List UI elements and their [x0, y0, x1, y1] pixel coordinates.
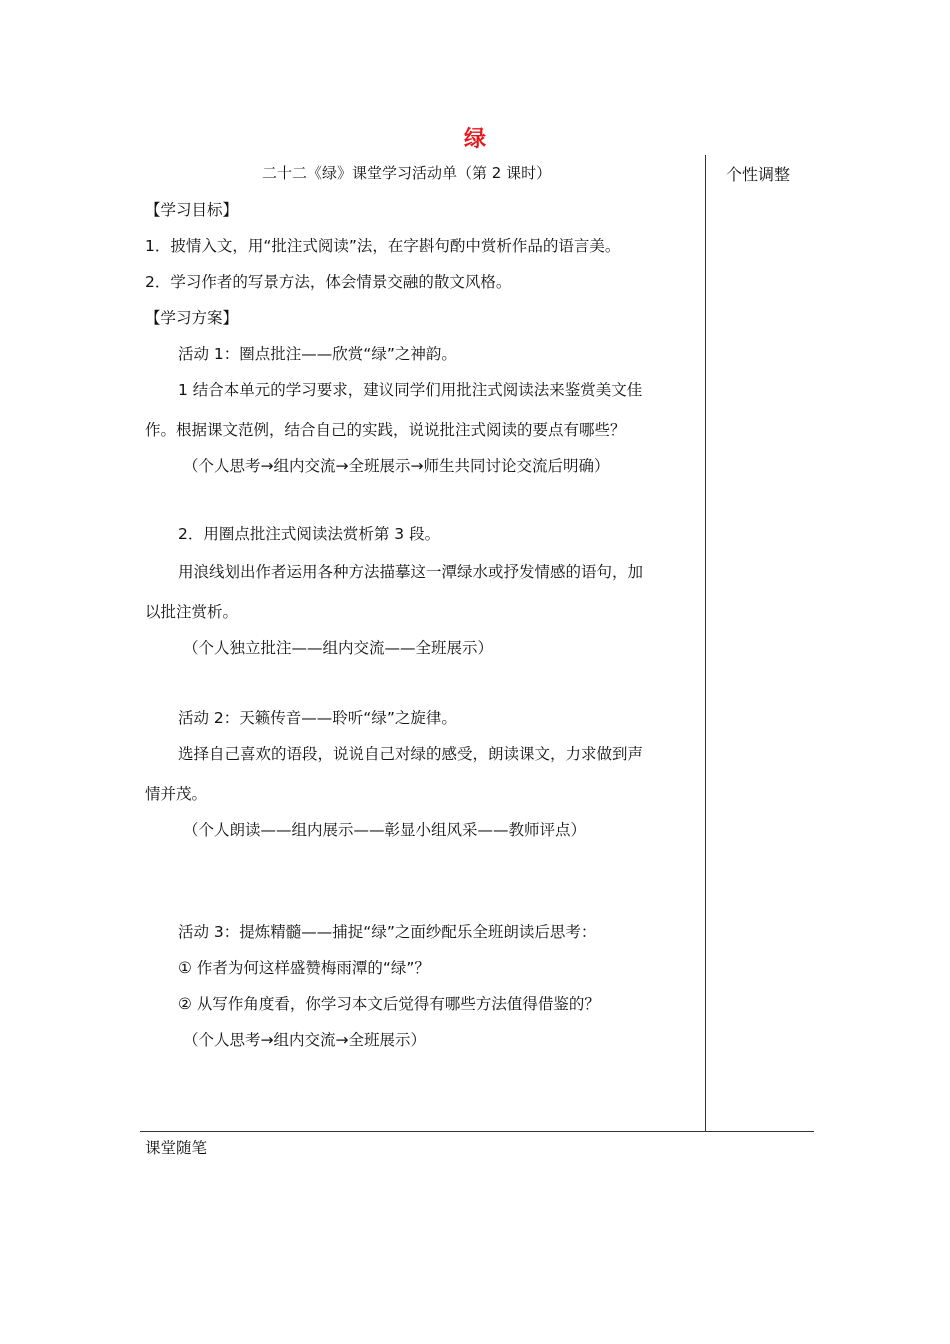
activity-2-process: （个人朗读——组内展示——彰显小组风采——教师评点） — [183, 821, 587, 839]
activity-2-title: 活动 2：天籁传音——聆听“绿”之旋律。 — [178, 709, 457, 727]
activity-3-title: 活动 3：提炼精髓——捕捉“绿”之面纱配乐全班朗读后思考： — [178, 923, 597, 941]
plan-heading: 【学习方案】 — [145, 309, 239, 327]
column-divider — [705, 155, 706, 1132]
activity-1-question-2-process: （个人独立批注——组内交流——全班展示） — [183, 639, 494, 657]
activity-1-question-1-process: （个人思考→组内交流→全班展示→师生共同讨论交流后明确） — [183, 457, 610, 475]
activity-1-question-1-line-1: 1 结合本单元的学习要求，建议同学们用批注式阅读法来鉴赏美文佳 — [178, 381, 643, 399]
notes-heading: 课堂随笔 — [145, 1139, 208, 1157]
activity-3-question-1: ① 作者为何这样盛赞梅雨潭的“绿”？ — [178, 959, 430, 977]
objective-1: 1．披情入文，用“批注式阅读”法，在字斟句酌中赏析作品的语言美。 — [145, 237, 621, 255]
activity-1-question-2-line-1: 用浪线划出作者运用各种方法描摹这一潭绿水或抒发情感的语句，加 — [178, 563, 644, 581]
side-column-heading: 个性调整 — [726, 165, 791, 184]
worksheet-subtitle: 二十二《绿》课堂学习活动单（第 2 课时） — [262, 164, 552, 182]
objectives-heading: 【学习目标】 — [145, 201, 239, 219]
objective-2: 2．学习作者的写景方法，体会情景交融的散文风格。 — [145, 273, 512, 291]
activity-3-process: （个人思考→组内交流→全班展示） — [183, 1031, 426, 1049]
activity-3-question-2: ② 从写作角度看，你学习本文后觉得有哪些方法值得借鉴的？ — [178, 995, 600, 1013]
activity-1-title: 活动 1：圈点批注——欣赏“绿”之神韵。 — [178, 345, 457, 363]
page-title: 绿 — [463, 127, 486, 152]
notes-divider — [140, 1131, 814, 1132]
activity-1-question-1-line-2: 作。根据课文范例，结合自己的实践，说说批注式阅读的要点有哪些？ — [145, 421, 626, 439]
activity-2-line-2: 情并茂。 — [145, 785, 208, 803]
activity-2-line-1: 选择自己喜欢的语段，说说自己对绿的感受，朗读课文，力求做到声 — [178, 745, 644, 763]
activity-1-question-2-line-2: 以批注赏析。 — [145, 603, 239, 621]
activity-1-question-2-title: 2．用圈点批注式阅读法赏析第 3 段。 — [178, 525, 441, 543]
